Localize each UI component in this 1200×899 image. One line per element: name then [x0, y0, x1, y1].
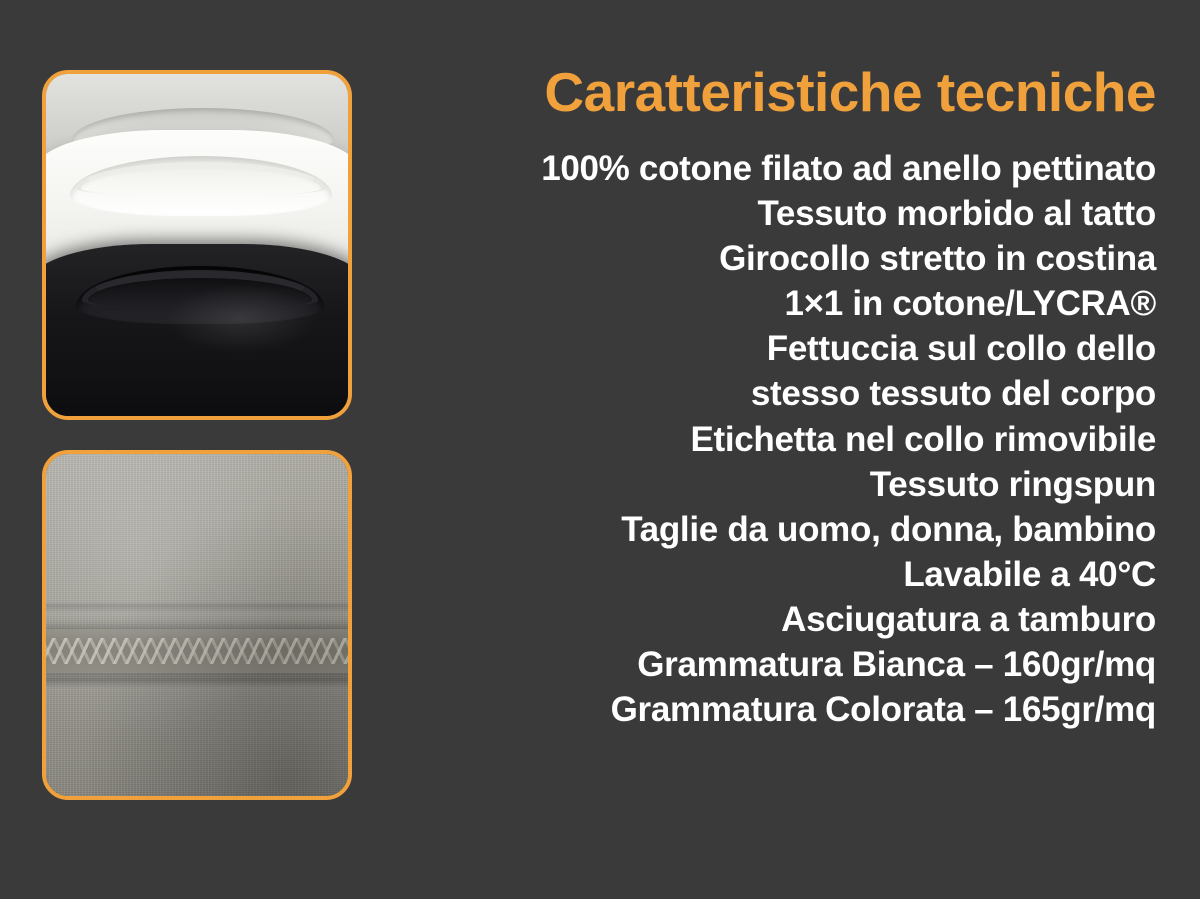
- list-item: 100% cotone filato ad anello pettinato: [541, 148, 1156, 188]
- photo-column: [42, 40, 362, 859]
- list-item: Tessuto ringspun: [869, 464, 1156, 504]
- page-title: Caratteristiche tecniche: [544, 61, 1156, 123]
- fabric-shading: [46, 454, 348, 796]
- list-item: stesso tessuto del corpo: [750, 374, 1156, 414]
- list-item: Girocollo stretto in costina: [719, 239, 1156, 279]
- list-item: Lavabile a 40°C: [903, 555, 1156, 595]
- list-item: Etichetta nel collo rimovibile: [690, 419, 1156, 459]
- list-item: Tessuto morbido al tatto: [757, 193, 1156, 233]
- list-item: Asciugatura a tamburo: [781, 600, 1156, 640]
- photo-highlight: [166, 284, 316, 354]
- collar-detail-photo: [42, 70, 352, 420]
- hem-stitch-photo: [42, 450, 352, 800]
- collar-detail-image: [46, 74, 348, 416]
- text-column: [362, 40, 1158, 859]
- list-item: Grammatura Bianca – 160gr/mq: [637, 645, 1156, 685]
- list-item: Taglie da uomo, donna, bambino: [621, 509, 1156, 549]
- list-item: 1×1 in cotone/LYCRA®: [784, 284, 1156, 324]
- list-item: Fettuccia sul collo dello: [766, 329, 1156, 369]
- specs-list: [396, 146, 1156, 733]
- list-item: Grammatura Colorata – 165gr/mq: [610, 690, 1156, 730]
- hem-stitch-image: [46, 454, 348, 796]
